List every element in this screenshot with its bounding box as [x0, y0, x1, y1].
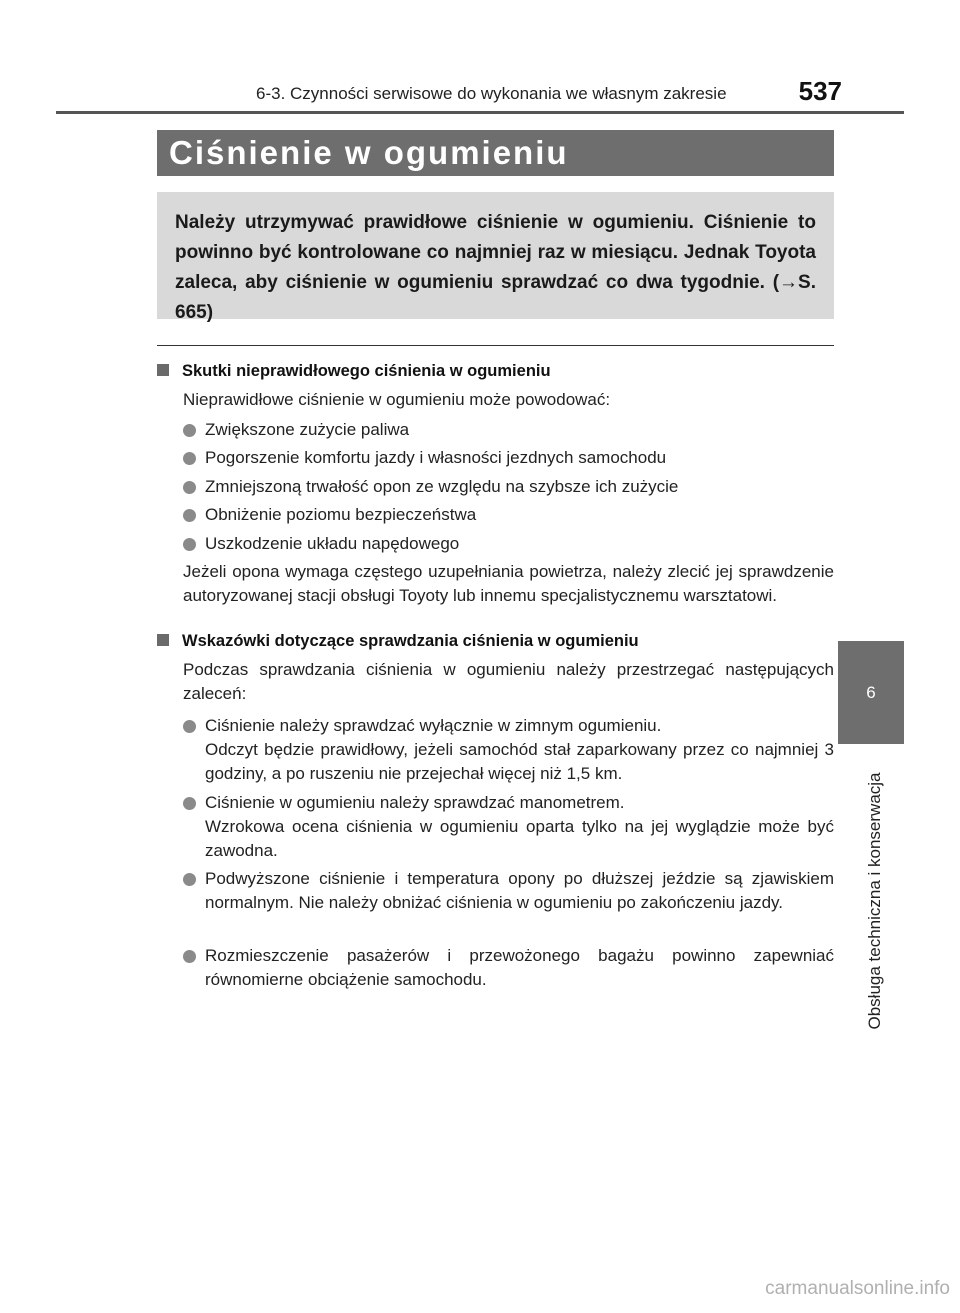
square-bullet-icon — [157, 364, 169, 376]
list-item-text: Zwiększone zużycie paliwa — [205, 420, 410, 439]
list-item-text: Ciśnienie należy sprawdzać wyłącznie w zimnym ogumieniu. — [205, 716, 662, 735]
list-item — [183, 503, 834, 527]
chapter-tab — [838, 641, 904, 744]
list-item — [183, 714, 834, 786]
intro-text: Należy utrzymywać prawidłowe ciśnienie w ogumieniu. Ciśnienie to powinno być kontrolowane co najmniej raz w miesiącu. Jednak Toyota zaleca, aby ciśnienie w ogumieniu sprawdzać co dwa tygodnie. (→S. 665) — [175, 212, 816, 323]
running-header: 6-3. Czynności serwisowe do wykonania we własnym zakresie — [256, 84, 727, 103]
list-item — [183, 791, 834, 863]
round-bullet-icon — [183, 873, 196, 886]
section-heading — [157, 362, 551, 381]
round-bullet-icon — [183, 424, 196, 437]
list-item-text: Pogorszenie komfortu jazdy i własności jezdnych samochodu — [205, 448, 667, 467]
list-item — [183, 532, 834, 556]
round-bullet-icon — [183, 481, 196, 494]
section-intro: Podczas sprawdzania ciśnienia w ogumieniu należy przestrzegać następujących zaleceń: — [183, 660, 834, 703]
list-item — [183, 944, 834, 992]
round-bullet-icon — [183, 720, 196, 733]
round-bullet-icon — [183, 509, 196, 522]
list-item-text: Rozmieszczenie pasażerów i przewożonego bagażu powinno zapewniać równomierne obciążenie samochodu. — [205, 946, 834, 989]
list-item-text: Uszkodzenie układu napędowego — [205, 534, 460, 553]
watermark: carmanualsonline.info — [765, 1278, 950, 1299]
list-item-text: Obniżenie poziomu bezpieczeństwa — [205, 505, 477, 524]
round-bullet-icon — [183, 950, 196, 963]
section-heading-text: Wskazówki dotyczące sprawdzania ciśnienia w ogumieniu — [182, 632, 639, 650]
round-bullet-icon — [183, 452, 196, 465]
page-number: 537 — [798, 76, 842, 106]
intro-box — [157, 192, 834, 323]
section-note: Jeżeli opona wymaga częstego uzupełniania powietrza, należy zlecić jej sprawdzenie autoryzowanej stacji obsługi Toyoty lub innemu specjalistycznemu warsztatowi. — [183, 562, 834, 605]
list-item-text: Zmniejszoną trwałość opon ze względu na szybsze ich zużycie — [205, 477, 679, 496]
section-intro: Nieprawidłowe ciśnienie w ogumieniu może powodować: — [183, 390, 611, 409]
section-heading — [157, 632, 639, 651]
section-heading-text: Skutki nieprawidłowego ciśnienia w ogumieniu — [182, 362, 551, 380]
square-bullet-icon — [157, 634, 169, 646]
chapter-label: Obsługa techniczna i konserwacja — [865, 772, 884, 1030]
section-title-bar — [157, 130, 834, 176]
list-item — [183, 867, 834, 915]
section-title: Ciśnienie w ogumieniu — [169, 134, 569, 171]
list-item-text: Podwyższone ciśnienie i temperatura opony po dłuższej jeździe są zjawiskiem normalnym. Nie należy obniżać ciśnienia w ogumieniu po zakończeniu jazdy. — [205, 869, 834, 912]
list-item — [183, 446, 834, 470]
list-item — [183, 475, 834, 499]
list-item-detail: Odczyt będzie prawidłowy, jeżeli samochód stał zaparkowany przez co najmniej 3 godziny, a po ruszeniu nie przejechał więcej niż 1,5 km. — [205, 740, 834, 783]
content-divider — [157, 345, 834, 346]
header-divider — [56, 111, 904, 114]
chapter-number: 6 — [866, 683, 876, 702]
round-bullet-icon — [183, 538, 196, 551]
list-item — [183, 418, 834, 442]
list-item-text: Ciśnienie w ogumieniu należy sprawdzać manometrem. — [205, 793, 625, 812]
round-bullet-icon — [183, 797, 196, 810]
list-item-detail: Wzrokowa ocena ciśnienia w ogumieniu oparta tylko na jej wyglądzie może być zawodna. — [205, 817, 834, 860]
chapter-label-wrap — [860, 755, 890, 1047]
